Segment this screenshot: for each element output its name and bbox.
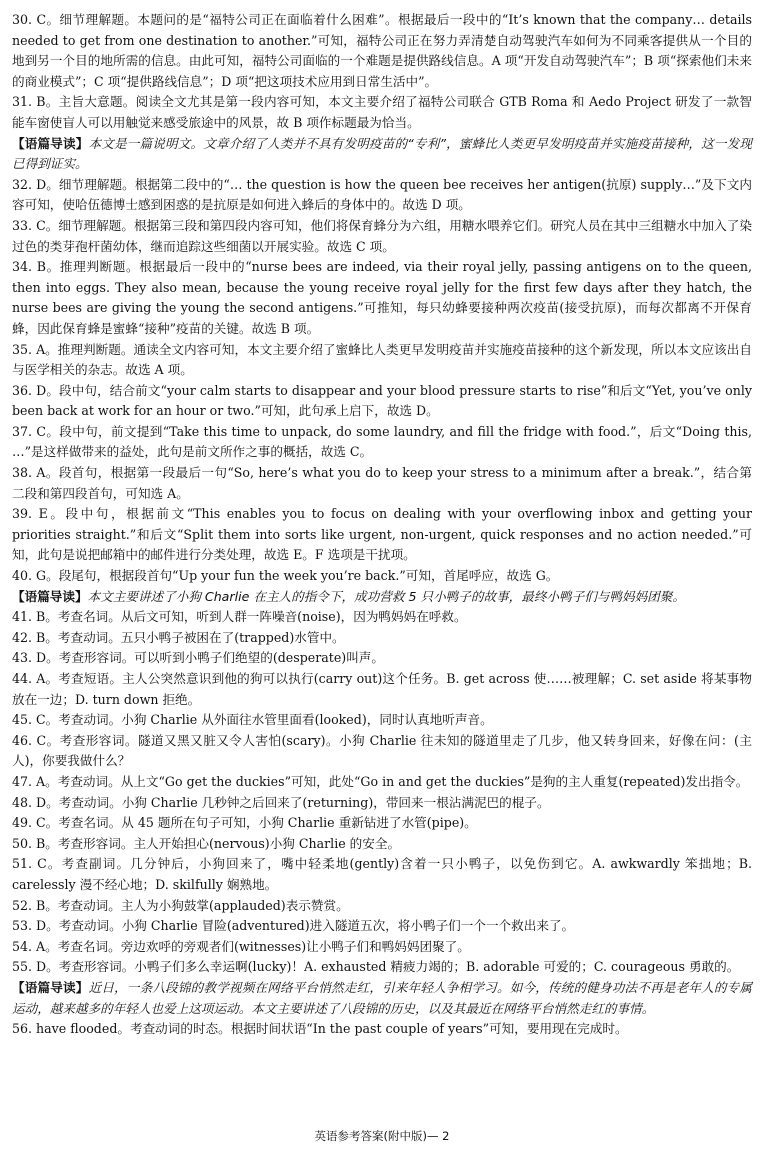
question-number: 50. [12, 835, 33, 851]
answer-item [12, 381, 752, 422]
answer-item [12, 1019, 752, 1040]
guide-text: 本文是一篇说明文。文章介绍了人类并不具有发明疫苗的“专利”，蜜蜂比人类更早发明疫苗并实施疫苗接种，这一发现已得到证实。 [12, 135, 752, 172]
question-number: 36. [12, 382, 33, 398]
answer-item [12, 731, 752, 772]
question-number: 52. [12, 897, 33, 913]
answer-explanation: D。考查形容词。可以听到小鸭子们绝望的(desperate)叫声。 [36, 650, 384, 666]
page-footer: 英语参考答案(附中版)— 2 [314, 1129, 450, 1143]
guide-tag: 【语篇导读】 [12, 135, 89, 151]
answer-item [12, 216, 752, 257]
question-number: 46. [12, 732, 33, 748]
answer-item [12, 834, 752, 855]
question-number: 38. [12, 465, 33, 481]
question-number: 35. [12, 341, 33, 357]
question-number: 44. [12, 671, 33, 686]
question-number: 53. [12, 918, 33, 934]
question-number: 42. [12, 629, 33, 645]
guide-text: 近日，一条八段锦的教学视频在网络平台悄然走红，引来年轻人争相学习。如今，传统的健身功法不再是老年人的专属运动，越来越多的年轻人也爱上这项运动。本文主要讲述了八段锦的历史，以及其最近在网络平台悄然走红的事情。 [12, 979, 753, 1016]
passage-guide-grammar [12, 978, 752, 1019]
answer-explanation: D。考查形容词。小鸭子们多么幸运啊(lucky)！A. exhausted 精疲力竭的；B. adorable 可爱的；C. courageous 勇敢的。 [36, 959, 740, 975]
answer-explanation: A。考查短语。主人公突然意识到他的狗可以执行(carry out)这个任务。B. get across 使……被理解；C. set aside 将某事物放在一边；D. turn down 拒绝。 [12, 671, 752, 707]
answer-explanation: C。考查形容词。隧道又黑又脏又令人害怕(scary)。小狗 Charlie 往未知的隧道里走了几步，他又转身回来，好像在问：(主人)，你要我做什么？ [12, 732, 752, 769]
answer-explanation: have flooded。考查动词的时态。根据时间状语“In the past couple of years”可知，要用现在完成时。 [36, 1021, 628, 1037]
answer-explanation: B。考查动词。主人为小狗鼓掌(applauded)表示赞赏。 [36, 897, 349, 913]
answer-item [12, 607, 752, 628]
answer-explanation: G。段尾句，根据段首句“Up your fun the week you’re back.”可知，首尾呼应，故选 G。 [36, 568, 559, 584]
answer-item [12, 175, 752, 216]
passage-guide-c [12, 134, 752, 175]
guide-tag: 【语篇导读】 [12, 979, 89, 995]
answer-item [12, 422, 752, 463]
answer-explanation: A。考查名词。旁边欢呼的旁观者们(witnesses)让小鸭子们和鸭妈妈团聚了。 [36, 938, 470, 954]
answer-item [12, 854, 752, 895]
answer-explanation: A。考查动词。从上文“Go get the duckies”可知，此处“Go in and get the duckies”是狗的主人重复(repeated)发出指令。 [36, 773, 749, 789]
answer-explanation: C。考查动词。小狗 Charlie 从外面往水管里面看(looked)，同时认真地听声音。 [36, 712, 493, 728]
question-number: 43. [12, 650, 33, 666]
answer-item [12, 504, 752, 566]
answer-item [12, 813, 752, 834]
question-number: 54. [12, 938, 33, 954]
question-number: 40. [12, 568, 33, 584]
answer-explanation: C。细节理解题。根据第三段和第四段内容可知，他们将保育蜂分为六组，用糖水喂养它们。研究人员在其中三组糖水中加入了染过色的类芽孢杆菌幼体，继而追踪这些细菌以开展实验。故选 C 项。 [12, 217, 752, 254]
answer-item [12, 957, 752, 978]
answer-explanation: C。细节理解题。本题问的是“福特公司正在面临着什么困难”。根据最后一段中的“It’s known that the company… details needed to get from one destination to another.”可知，福特公司正在努力弄清楚自动驾驶汽车如何为不同乘客提供从一个目的地到另一个目的地所需的信息。由此可知，福特公司面临的一个难题是提供路线信息。A 项“开发自动驾驶汽车”；B 项“探索他们未来的商业模式”；C 项“提供路线信息”；D 项“把这项技术应用到日常生活中”。 [12, 12, 752, 89]
question-number: 33. [12, 217, 33, 233]
answer-item [12, 92, 752, 133]
question-number: 31. [12, 94, 33, 110]
answers-cloze [12, 607, 752, 978]
answer-explanation: D。细节理解题。根据第二段中的“… the question is how the queen bee receives her antigen(抗原) supply…”及下文内容可知，使哈伍德博士感到困惑的是抗原是如何进入蜂后的身体中的。故选 D 项。 [12, 176, 752, 213]
answer-explanation: B。考查动词。五只小鸭子被困在了(trapped)水管中。 [36, 629, 345, 645]
answer-item [12, 463, 752, 504]
question-number: 51. [12, 856, 33, 872]
question-number: 49. [12, 815, 33, 831]
answer-explanation: A。段首句，根据第一段最后一句“So, here’s what you do to keep your stress to a minimum after a break.”，结合第二段和第四段首句，可知选 A。 [12, 465, 752, 501]
answer-item [12, 628, 752, 649]
guide-tag: 【语篇导读】 [12, 588, 88, 604]
answer-item [12, 937, 752, 958]
question-number: 41. [12, 609, 33, 625]
guide-text: 本文主要讲述了小狗 Charlie 在主人的指令下，成功营救 5 只小鸭子的故事，最终小鸭子们与鸭妈妈团聚。 [87, 588, 685, 604]
answer-explanation: D。考查动词。小狗 Charlie 冒险(adventured)进入隧道五次，将小鸭子们一个一个救出来了。 [36, 918, 575, 934]
answer-item [12, 772, 752, 793]
answer-explanation: E。段中句，根据前文“This enables you to focus on dealing with your overflowing inbox and getting your priorities straight.”和后文“Split them into sorts like urgent, non-urgent, quick responses and no action needed.”可知，此句是说把邮箱中的邮件进行分类处理，故选 E。F 选项是干扰项。 [12, 506, 752, 563]
question-number: 30. [12, 12, 33, 27]
answers-grammar-fill [12, 1019, 752, 1040]
answer-explanation: B。考查形容词。主人开始担心(nervous)小狗 Charlie 的安全。 [36, 835, 401, 851]
answer-item [12, 669, 752, 710]
answer-item [12, 10, 752, 92]
answer-explanation: B。推理判断题。根据最后一段中的“nurse bees are indeed, via their royal jelly, passing antigens on to the queen, then into eggs. They also mean, because the young receive royal jelly for the first few days after they hatch, the nurse bees are giving the young the second antigens.”可推知，每只幼蜂要接种两次疫苗(接受抗原)，而每次都离不开保育蜂，因此保育蜂是蜜蜂“接种”疫苗的关键。故选 B 项。 [12, 259, 752, 336]
answer-item [12, 257, 752, 339]
answers-reading-b [12, 10, 752, 134]
question-number: 39. [12, 506, 33, 522]
answer-explanation: C。考查名词。从 45 题所在句子可知，小狗 Charlie 重新钻进了水管(pipe)。 [36, 815, 477, 831]
answer-explanation: B。考查名词。从后文可知，听到人群一阵噪音(noise)，因为鸭妈妈在呼救。 [36, 609, 467, 625]
question-number: 48. [12, 794, 33, 810]
question-number: 47. [12, 773, 33, 789]
answer-item [12, 648, 752, 669]
answers-reading-c-d [12, 175, 752, 587]
answer-item [12, 896, 752, 917]
answer-explanation: D。考查动词。小狗 Charlie 几秒钟之后回来了(returning)，带回来一根沾满泥巴的棍子。 [36, 794, 550, 810]
answer-item [12, 710, 752, 731]
answer-item [12, 793, 752, 814]
question-number: 37. [12, 423, 33, 439]
answer-item [12, 340, 752, 381]
question-number: 32. [12, 176, 33, 192]
answer-item [12, 566, 752, 587]
question-number: 34. [12, 259, 33, 275]
answer-explanation: C。考查副词。几分钟后，小狗回来了，嘴中轻柔地(gently)含着一只小鸭子，以免伤到它。A. awkwardly 笨拙地；B. carelessly 漫不经心地；D. skilfully 娴熟地。 [12, 856, 752, 892]
question-number: 56. [12, 1021, 33, 1037]
question-number: 55. [12, 959, 33, 975]
answer-item [12, 916, 752, 937]
answer-explanation: C。段中句，前文提到“Take this time to unpack, do some laundry, and fill the fridge with food.”，后文“Doing this, …”是这样做带来的益处，此句是前文所作之事的概括，故选 C。 [12, 423, 752, 460]
answer-explanation: D。段中句，结合前文“your calm starts to disappear and your blood pressure starts to rise”和后文“Yet, you’ve only been back at work for an hour or two.”可知，此句承上启下，故选 D。 [12, 382, 752, 419]
question-number: 45. [12, 712, 33, 728]
answer-explanation: A。推理判断题。通读全文内容可知，本文主要介绍了蜜蜂比人类更早发明疫苗并实施疫苗接种的这个新发现，所以本文应该出自与医学相关的杂志。故选 A 项。 [12, 341, 752, 378]
passage-guide-cloze [12, 587, 752, 608]
answer-explanation: B。主旨大意题。阅读全文尤其是第一段内容可知，本文主要介绍了福特公司联合 GTB Roma 和 Aedo Project 研发了一款智能车窗使盲人可以用触觉来感受旅途中的风景，故 B 项作标题最为恰当。 [12, 94, 752, 130]
